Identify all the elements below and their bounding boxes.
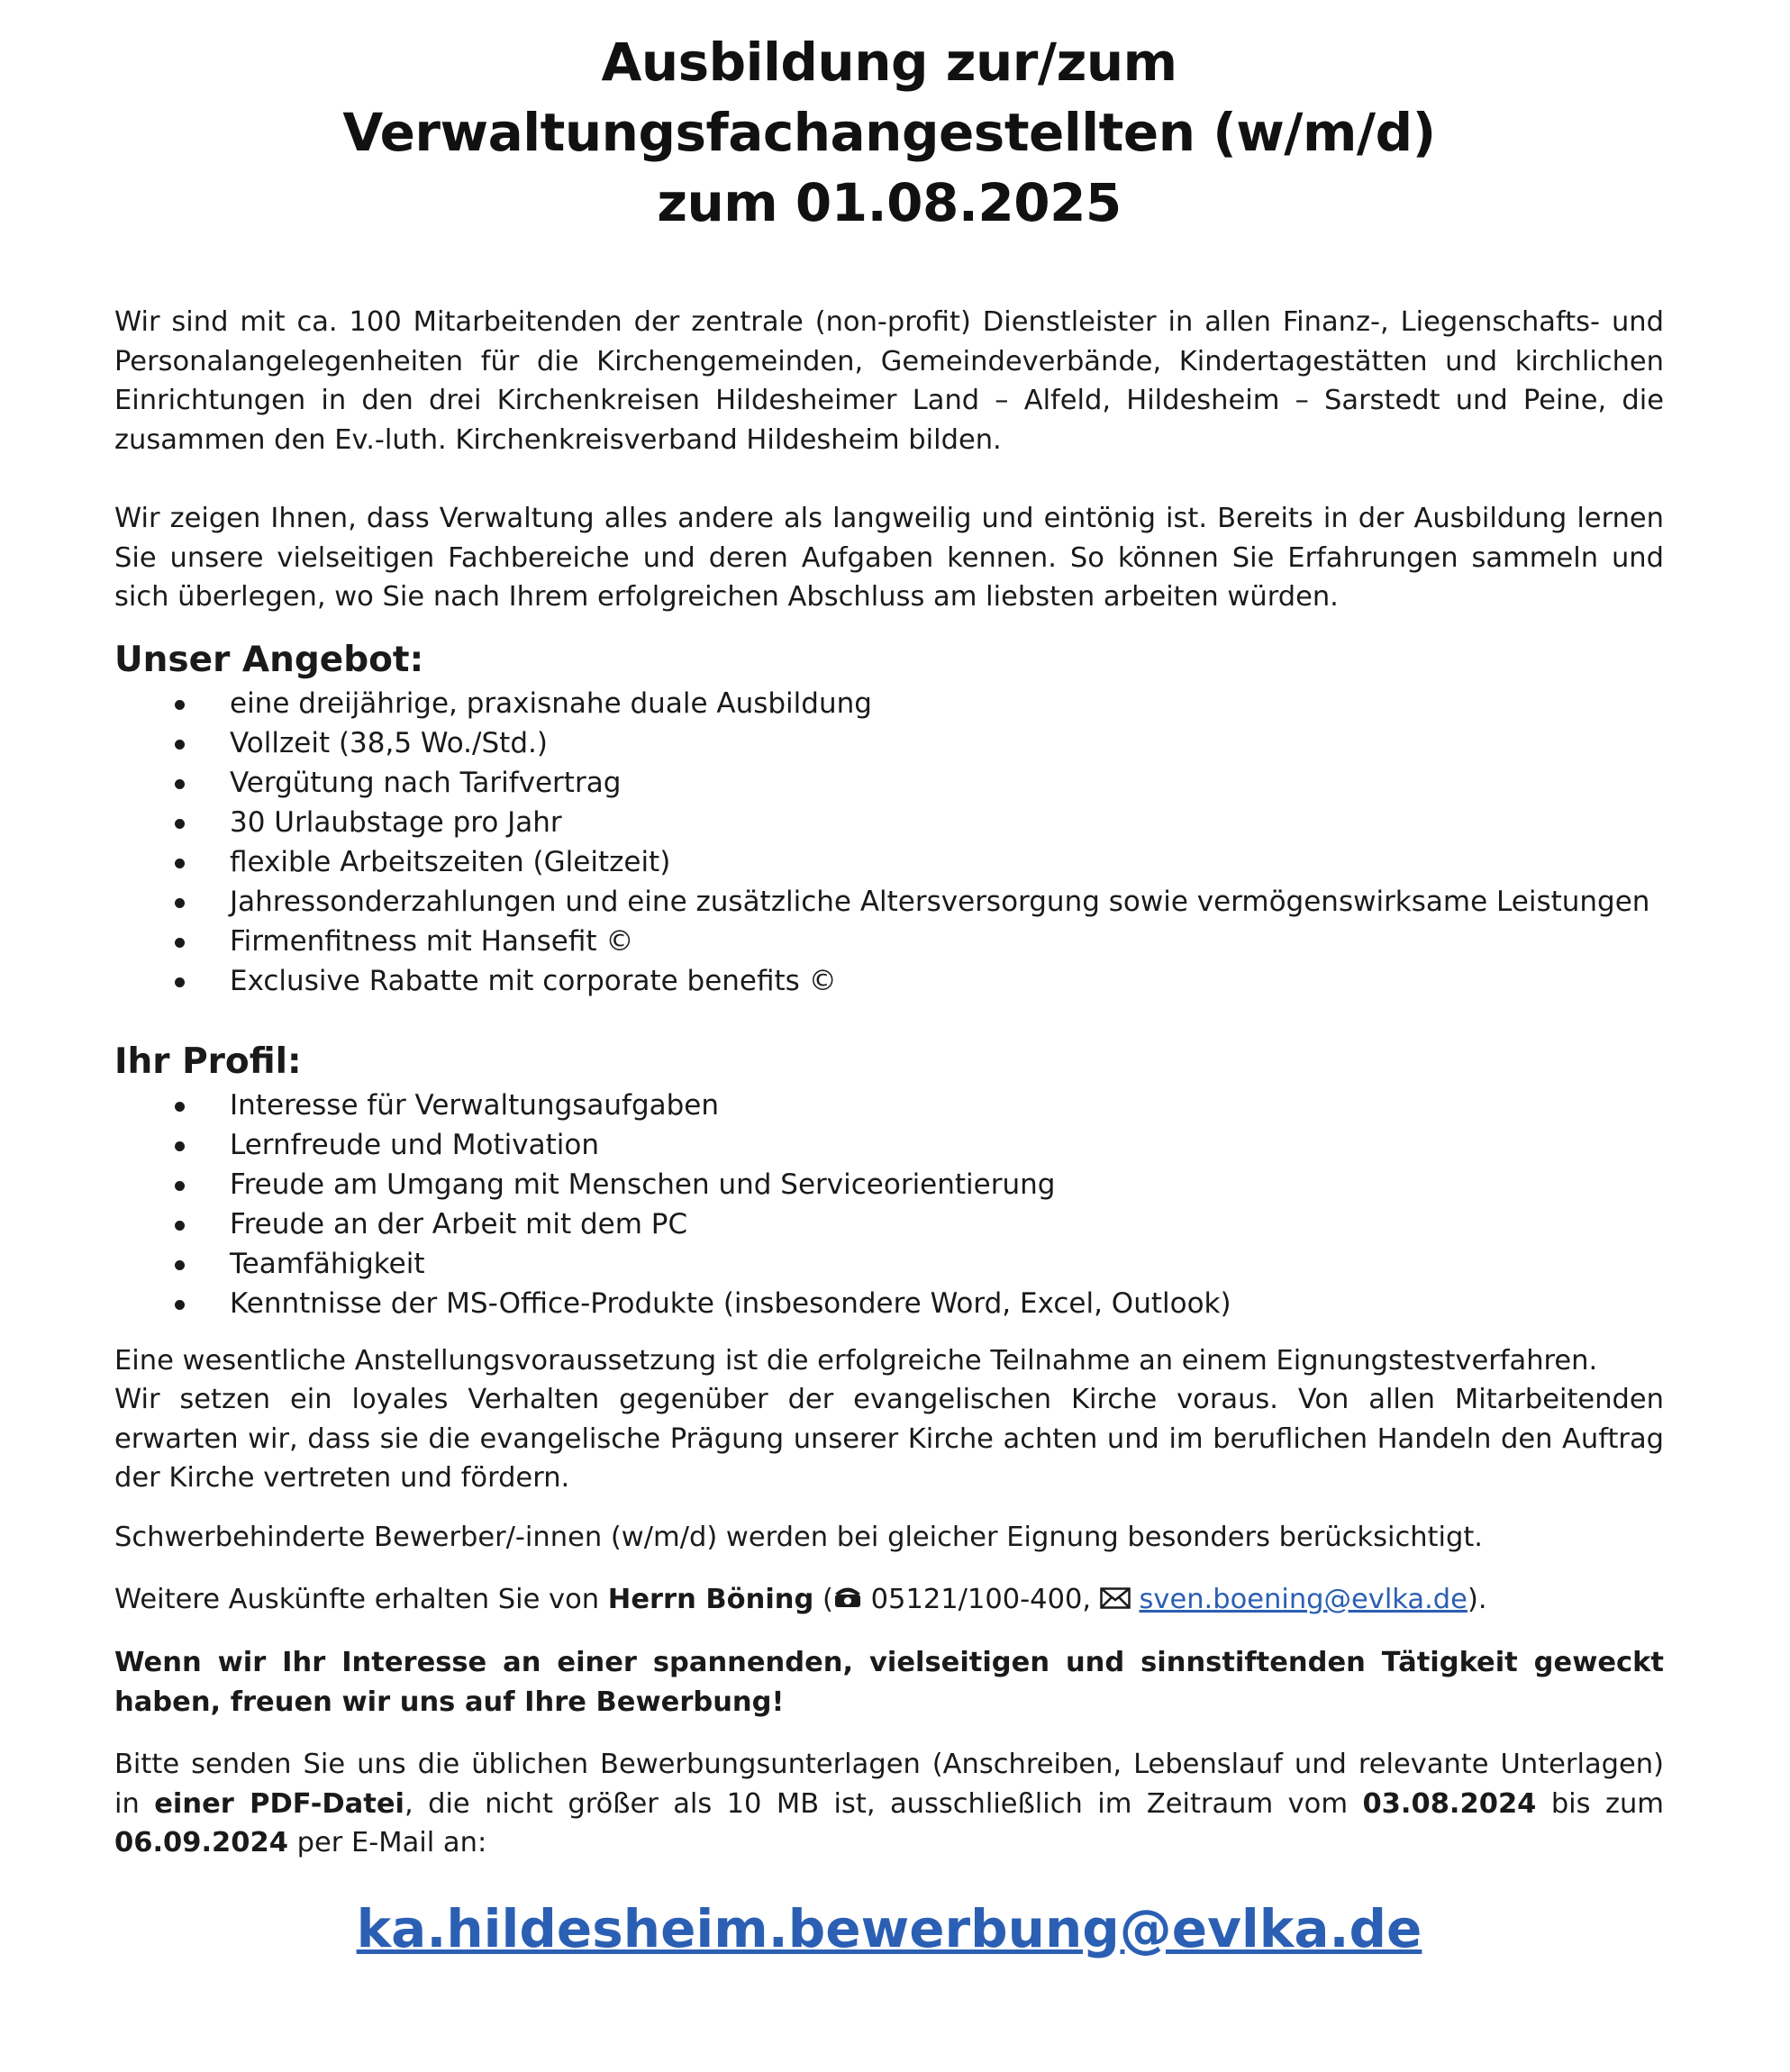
list-item: Interesse für Verwaltungsaufgaben — [114, 1086, 1664, 1125]
job-posting — [114, 27, 1664, 1960]
list-item: Jahressonderzahlungen und eine zusätzliche Altersversorgung sowie vermögenswirksame Leistungen — [114, 882, 1664, 922]
application-date-to: 06.09.2024 — [114, 1827, 288, 1859]
application-text-4: per E-Mail an: — [287, 1827, 487, 1859]
contact-phone: 05121/100-400, — [870, 1584, 1092, 1615]
intro-paragraph-2: Wir zeigen Ihnen, dass Verwaltung alles andere als langweilig und eintönig ist. Bereits in der Ausbildung lernen Sie unsere vielseitigen Fachbereiche und deren Aufgaben kennen. So können Sie Erfahrungen sammeln und sich überlegen, wo Sie nach Ihrem erfolgreichen Abschluss am liebsten arbeiten würden. — [114, 503, 1664, 613]
list-item: Vergütung nach Tarifvertrag — [114, 763, 1664, 803]
list-item: flexible Arbeitszeiten (Gleitzeit) — [114, 842, 1664, 882]
contact-close-paren: ). — [1467, 1584, 1487, 1615]
contact-paragraph — [114, 1580, 1664, 1620]
application-pdf-emphasis: einer PDF-Datei — [154, 1787, 404, 1820]
list-item: 30 Urlaubstage pro Jahr — [114, 803, 1664, 842]
email-envelope-icon — [1100, 1581, 1131, 1621]
intro-paragraph-1: Wir sind mit ca. 100 Mitarbeitenden der zentrale (non-profit) Dienstleister in allen Finanz-, Liegenschafts- und Personalangelegenheiten für die Kirchengemeinden, Gemeindeverbände, Kindertagestätten und kirchlichen Einrichtungen in den drei Kirchenkreisen Hildesheimer Land – Alfeld, Hildesheim – Sarstedt und Peine, die zusammen den Ev.-luth. Kirchenkreisverband Hildesheim bilden. — [114, 306, 1664, 456]
eignung-paragraph: Eine wesentliche Anstellungsvoraussetzung ist die erfolgreiche Teilnahme an einem Eignungstestverfahren. — [114, 1344, 1598, 1377]
contact-open-paren: ( — [813, 1584, 833, 1615]
interest-paragraph: Wenn wir Ihr Interesse an einer spannenden, vielseitigen und sinnstiftenden Tätigkeit geweckt haben, freuen wir uns auf Ihre Bewerbung! — [114, 1647, 1664, 1718]
title-line-2: Verwaltungsfachangestellten (w/m/d) — [342, 102, 1436, 163]
profil-heading: Ihr Profil: — [114, 1041, 302, 1082]
list-item: Teamfähigkeit — [114, 1244, 1664, 1284]
phone-icon — [833, 1581, 862, 1621]
angebot-heading: Unser Angebot: — [114, 639, 424, 680]
application-text-3: bis zum — [1536, 1787, 1665, 1820]
list-item: Firmenfitness mit Hansefit © — [114, 922, 1664, 961]
application-text-1: Bitte senden Sie uns die üblichen Bewerbungsunterlagen (Anschreiben, Lebenslauf und relevante Unterlagen) in — [114, 1749, 1664, 1820]
contact-email-link[interactable]: sven.boening@evlka.de — [1139, 1584, 1467, 1615]
contact-name: Herrn Böning — [607, 1584, 814, 1615]
list-item: Kenntnisse der MS-Office-Produkte (insbesondere Word, Excel, Outlook) — [114, 1284, 1664, 1323]
application-email-link[interactable]: ka.hildesheim.bewerbung@evlka.de — [356, 1897, 1422, 1959]
angebot-list — [114, 684, 1664, 1001]
disability-paragraph: Schwerbehinderte Bewerber/-innen (w/m/d) werden bei gleicher Eignung besonders berücksichtigt. — [114, 1521, 1483, 1553]
application-paragraph — [114, 1745, 1664, 1863]
title-line-3: zum 01.08.2025 — [657, 172, 1122, 233]
list-item: Freude am Umgang mit Menschen und Serviceorientierung — [114, 1165, 1664, 1204]
contact-prefix: Weitere Auskünfte erhalten Sie von — [114, 1584, 608, 1615]
application-text-2: , die nicht größer als 10 MB ist, ausschließlich im Zeitraum vom — [404, 1787, 1363, 1820]
list-item: Freude an der Arbeit mit dem PC — [114, 1204, 1664, 1244]
application-date-from: 03.08.2024 — [1362, 1787, 1537, 1820]
list-item: eine dreijährige, praxisnahe duale Ausbildung — [114, 684, 1664, 723]
title-line-1: Ausbildung zur/zum — [601, 32, 1177, 93]
list-item: Lernfreude und Motivation — [114, 1125, 1664, 1165]
list-item: Vollzeit (38,5 Wo./Std.) — [114, 723, 1664, 763]
page-title — [114, 27, 1664, 238]
profil-list — [114, 1086, 1664, 1323]
list-item: Exclusive Rabatte mit corporate benefits © — [114, 961, 1664, 1001]
loyalty-paragraph: Wir setzen ein loyales Verhalten gegenüber der evangelischen Kirche voraus. Von allen Mitarbeitenden erwarten wir, dass sie die evangelische Prägung unserer Kirche achten und im beruflichen Handeln den Auftrag der Kirche vertreten und fördern. — [114, 1384, 1664, 1494]
